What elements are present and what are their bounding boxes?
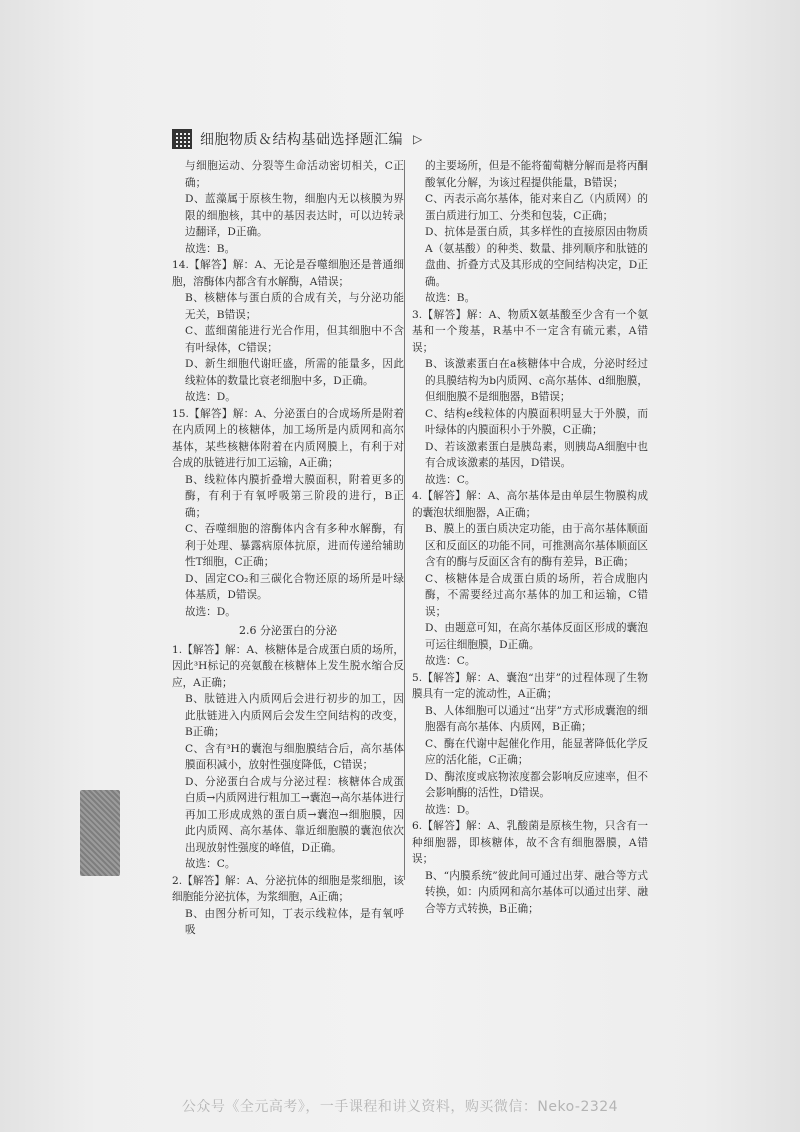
answer-line: C、结构e线粒体的内膜面积明显大于外膜，而叶绿体的内膜面积小于外膜，C正确； <box>425 407 648 436</box>
answer-line: B、线粒体内膜折叠增大膜面积，附着更多的酶，有利于有氧呼吸第三阶段的进行，B正确； <box>185 473 404 519</box>
answer-item: 2.【解答】解：A、分泌抗体的细胞是浆细胞，该细胞能分泌抗体，为浆细胞，A正确； <box>172 874 404 903</box>
answer-item: 15.【解答】解：A、分泌蛋白的合成场所是附着在内质网上的核糖体，加工场所是内质网和高尔基体，某些核糖体附着在内质网膜上，有利于对合成的肽链进行加工运输，A正确； <box>172 407 404 469</box>
answer-line: C、含有³H的囊泡与细胞膜结合后，高尔基体膜面积减小，放射性强度降低，C错误； <box>185 742 404 771</box>
footer-watermark: 公众号《全元高考》，一手课程和讲义资料，购买微信：Neko-2324 <box>181 1099 619 1115</box>
answer-line: D、抗体是蛋白质，其多样性的直接原因由物质A（氨基酸）的种类、数量、排列顺序和肽链的盘曲、折叠方式及其形成的空间结构决定，D正确。 <box>425 226 648 288</box>
answer-line: C、蓝细菌能进行光合作用，但其细胞中不含有叶绿体，C错误； <box>185 325 404 354</box>
answer-line: 故选：B。 <box>185 242 236 255</box>
answer-line: D、蓝藻属于原核生物，细胞内无以核膜为界限的细胞核，其中的基因表达时，可以边转录边翻译，D正确。 <box>185 193 404 238</box>
answer-line: 的主要场所，但是不能将葡萄糖分解而是将丙酮酸氧化分解，为该过程提供能量，B错误； <box>425 160 648 189</box>
answer-line: D、新生细胞代谢旺盛，所需的能量多，因此线粒体的数量比衰老细胞中多，D正确。 <box>185 358 404 387</box>
answer-line: 与细胞运动、分裂等生命活动密切相关，C正确； <box>185 160 404 189</box>
answer-line: 故选：D。 <box>425 803 476 816</box>
answer-line: B、“内膜系统”彼此间可通过出芽、融合等方式转换，如：内质网和高尔基体可以通过出芽、融合等方式转换，B正确； <box>425 869 648 915</box>
answer-line: D、若该激素蛋白是胰岛素，则胰岛A细胞中也有合成该激素的基因，D错误。 <box>425 440 648 469</box>
column-divider <box>404 160 405 880</box>
answer-line: 故选：B。 <box>425 292 476 304</box>
answer-line: C、丙表示高尔基体，能对来自乙（内质网）的蛋白质进行加工、分类和包装，C正确； <box>425 193 648 222</box>
section-title: 2.6 分泌蛋白的分泌 <box>239 624 337 637</box>
page-header <box>172 128 632 150</box>
answer-line: 故选：D。 <box>185 605 236 618</box>
answer-line: D、固定CO₂和三碳化合物还原的场所是叶绿体基质，D错误。 <box>185 572 404 601</box>
answer-item: 1.【解答】解：A、核糖体是合成蛋白质的场所，因此³H标记的亮氨酸在核糖体上发生脱水缩合反应，A正确； <box>172 643 404 689</box>
answer-line: D、由题意可知，在高尔基体反面区形成的囊泡可运往细胞膜，D正确。 <box>425 622 648 651</box>
answer-line: 故选：C。 <box>425 655 476 667</box>
answer-item: 6.【解答】解：A、乳酸菌是原核生物，只含有一种细胞器，即核糖体，故不含有细胞器膜，A错误； <box>412 820 648 865</box>
qr-code-icon <box>172 129 192 149</box>
answer-line: C、核糖体是合成蛋白质的场所，若合成胞内酶，不需要经过高尔基体的加工和运输，C错误； <box>425 572 648 618</box>
side-thumb-tab <box>80 790 120 876</box>
answer-item: 4.【解答】解：A、高尔基体是由单层生物膜构成的囊泡状细胞器，A正确； <box>412 490 648 519</box>
answer-item: 3.【解答】解：A、物质X氨基酸至少含有一个氨基和一个羧基，R基中不一定含有硫元素，A错误； <box>412 308 648 354</box>
answer-line: B、人体细胞可以通过“出芽”方式形成囊泡的细胞器有高尔基体、内质网，B正确； <box>425 704 648 733</box>
answer-line: D、分泌蛋白合成与分泌过程：核糖体合成蛋白质→内质网进行粗加工→囊泡→高尔基体进行再加工形成成熟的蛋白质→囊泡→细胞膜，因此内质网、高尔基体、靠近细胞膜的囊泡依次出现放射性强度的峰值，D正确。 <box>185 775 404 854</box>
answer-line: D、酶浓度或底物浓度都会影响反应速率，但不会影响酶的活性，D错误。 <box>425 770 648 799</box>
answer-line: 故选：D。 <box>185 391 236 403</box>
answer-line: 故选：C。 <box>185 858 236 870</box>
answer-line: B、肽链进入内质网后会进行初步的加工，因此肽链进入内质网后会发生空间结构的改变，B正确； <box>185 693 404 738</box>
play-triangle-icon: ▷ <box>413 132 423 146</box>
answer-line: B、由图分析可知，丁表示线粒体，是有氧呼吸 <box>185 907 404 936</box>
answer-line: B、该激素蛋白在a核糖体中合成，分泌时经过的具膜结构为b内质网、c高尔基体、d细胞膜，但细胞膜不是细胞器，B错误； <box>425 358 648 403</box>
header-title: 细胞物质＆结构基础选择题汇编 <box>200 132 403 148</box>
answer-line: C、酶在代谢中起催化作用，能显著降低化学反应的活化能，C正确； <box>425 737 648 766</box>
answer-line: 故选：C。 <box>425 473 476 486</box>
right-column <box>412 158 648 917</box>
answer-item: 5.【解答】解：A、囊泡“出芽”的过程体现了生物膜具有一定的流动性，A正确； <box>412 671 648 700</box>
answer-line: B、核糖体与蛋白质的合成有关，与分泌功能无关，B错误； <box>185 292 404 321</box>
answer-item: 14.【解答】解：A、无论是吞噬细胞还是普通细胞，溶酶体内都含有水解酶，A错误； <box>172 259 404 288</box>
answer-line: C、吞噬细胞的溶酶体内含有多种水解酶，有利于处理、暴露病原体抗原，进而传递给辅助性T细胞，C正确； <box>185 523 404 568</box>
answer-line: B、膜上的蛋白质决定功能，由于高尔基体顺面区和反面区的功能不同，可推测高尔基体顺面区含有的酶与反面区含有的酶有差异，B正确； <box>425 523 648 568</box>
left-column <box>172 158 404 939</box>
